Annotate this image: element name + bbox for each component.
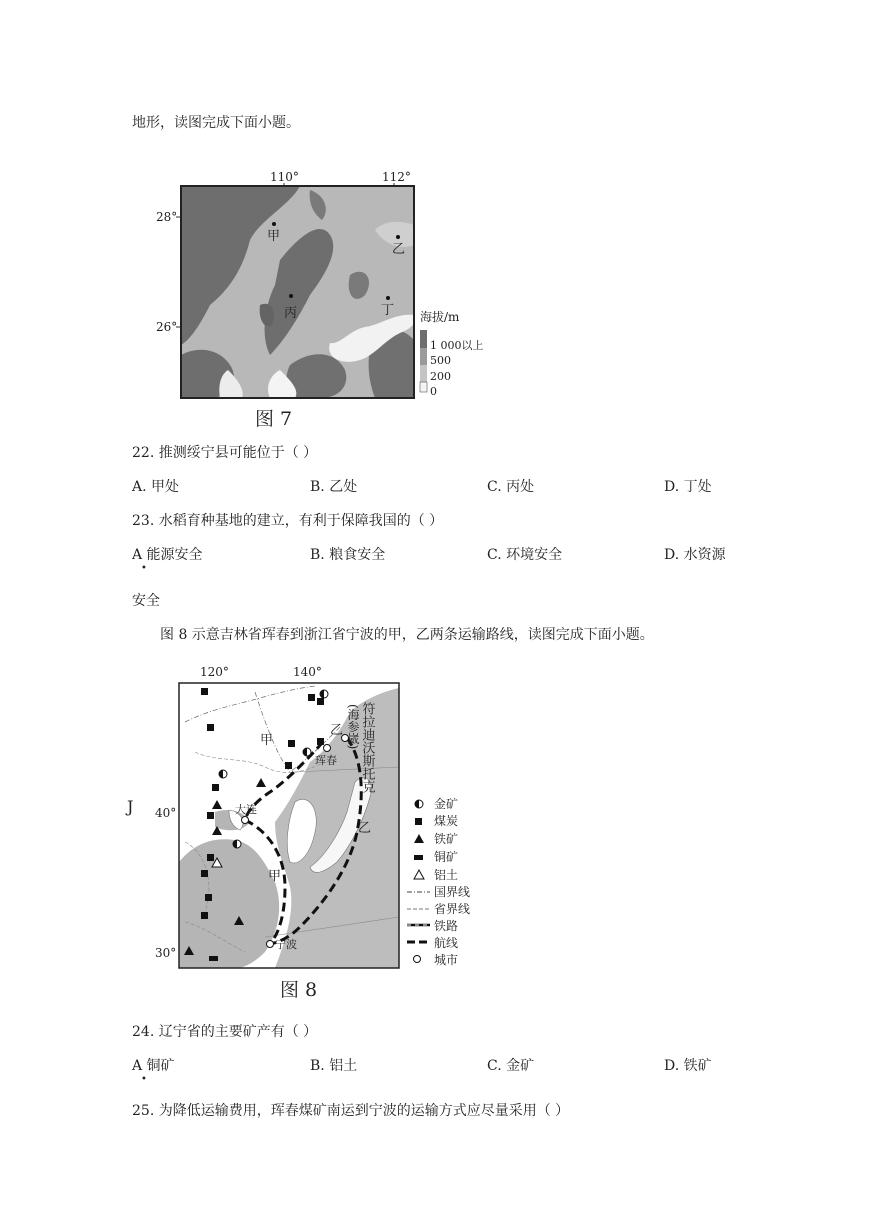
q23-option-d-wrap: 安全	[132, 593, 160, 609]
route-label: 甲	[268, 869, 282, 884]
fig7-legend-title: 海拔/m	[420, 310, 460, 324]
fig7-legend-value: 200	[430, 370, 451, 383]
fig8-lon-label: 140°	[293, 665, 322, 679]
q24-option-b[interactable]: B. 铝土	[310, 1058, 358, 1074]
port-label: 符拉迪沃斯托克	[359, 702, 375, 793]
fig7-legend	[420, 309, 484, 398]
legend-label: 铁路	[434, 919, 459, 933]
q22-stem: 22. 推测绥宁县可能位于（ ）	[132, 445, 318, 461]
legend-label: 省界线	[434, 902, 471, 916]
figure-7-terrain-map	[150, 165, 500, 435]
q23-option-c[interactable]: C. 环境安全	[487, 547, 563, 563]
legend-label: 铝土	[434, 868, 459, 882]
fig8-side-mark: J	[127, 797, 134, 816]
intro-text: 地形，读图完成下面小题。	[132, 115, 300, 131]
fig7-legend-value: 500	[430, 354, 451, 367]
q25-stem: 25. 为降低运输费用，珲春煤矿南运到宁波的运输方式应尽量采用（ ）	[132, 1103, 570, 1119]
city-label: 珲春	[315, 754, 337, 767]
fig7-place-label: 丁	[381, 303, 395, 318]
legend-label: 煤炭	[434, 814, 459, 828]
fig7-place-label: 甲	[267, 229, 281, 244]
q22-option-a[interactable]: A. 甲处	[132, 479, 180, 495]
fig7-lat-label: 26°	[156, 320, 178, 334]
fig7-lon-label: 110°	[270, 170, 299, 184]
route-label: 乙	[330, 723, 344, 738]
fig7-map-area	[181, 186, 414, 398]
q24-option-a[interactable]: A 铜矿	[132, 1058, 175, 1074]
q23-option-b[interactable]: B. 粮食安全	[310, 547, 386, 563]
legend-label: 国界线	[434, 885, 471, 899]
figure-8-transport-map	[125, 662, 495, 1007]
route-label: 乙	[358, 821, 372, 836]
fig8-intro-text: 图 8 示意吉林省珲春到浙江省宁波的甲，乙两条运输路线，读图完成下面小题。	[160, 627, 654, 643]
fig8-caption: 图 8	[280, 979, 318, 1001]
q22-option-b[interactable]: B. 乙处	[310, 479, 358, 495]
q22-option-c[interactable]: C. 丙处	[487, 479, 535, 495]
legend-label: 金矿	[434, 797, 459, 811]
fig7-legend-value: 0	[430, 385, 437, 398]
q24-option-c[interactable]: C. 金矿	[487, 1058, 535, 1074]
fig8-lat-label: 40°	[155, 806, 177, 820]
fig8-legend	[407, 796, 470, 967]
fig7-lon-label: 112°	[382, 170, 411, 184]
legend-label: 航线	[434, 936, 459, 950]
fig7-legend-value: 1 000以上	[430, 339, 484, 352]
fig8-lat-label: 30°	[155, 946, 177, 960]
fig7-lat-label: 28°	[156, 210, 178, 224]
city-label: 大连	[235, 803, 257, 816]
legend-label: 铜矿	[434, 850, 459, 864]
fig7-place-label: 丙	[284, 306, 298, 321]
q23-option-a[interactable]: A 能源安全	[132, 547, 203, 563]
port-alt-label: (海参崴)	[346, 704, 360, 750]
q23-option-a-dot: •	[141, 563, 147, 574]
q24-stem: 24. 辽宁省的主要矿产有（ ）	[132, 1024, 318, 1040]
q24-option-d[interactable]: D. 铁矿	[664, 1058, 712, 1074]
legend-label: 城市	[434, 953, 459, 967]
fig7-caption: 图 7	[255, 408, 293, 430]
legend-label: 铁矿	[434, 832, 459, 846]
q24-option-a-dot: •	[141, 1074, 147, 1085]
q22-option-d[interactable]: D. 丁处	[664, 479, 712, 495]
fig8-lon-label: 120°	[200, 665, 229, 679]
city-label: 宁波	[275, 938, 297, 951]
fig7-place-label: 乙	[392, 242, 406, 257]
q23-stem: 23. 水稻育种基地的建立，有利于保障我国的（ ）	[132, 513, 444, 529]
route-label: 甲	[260, 733, 274, 748]
q23-option-d[interactable]: D. 水资源	[664, 547, 726, 563]
